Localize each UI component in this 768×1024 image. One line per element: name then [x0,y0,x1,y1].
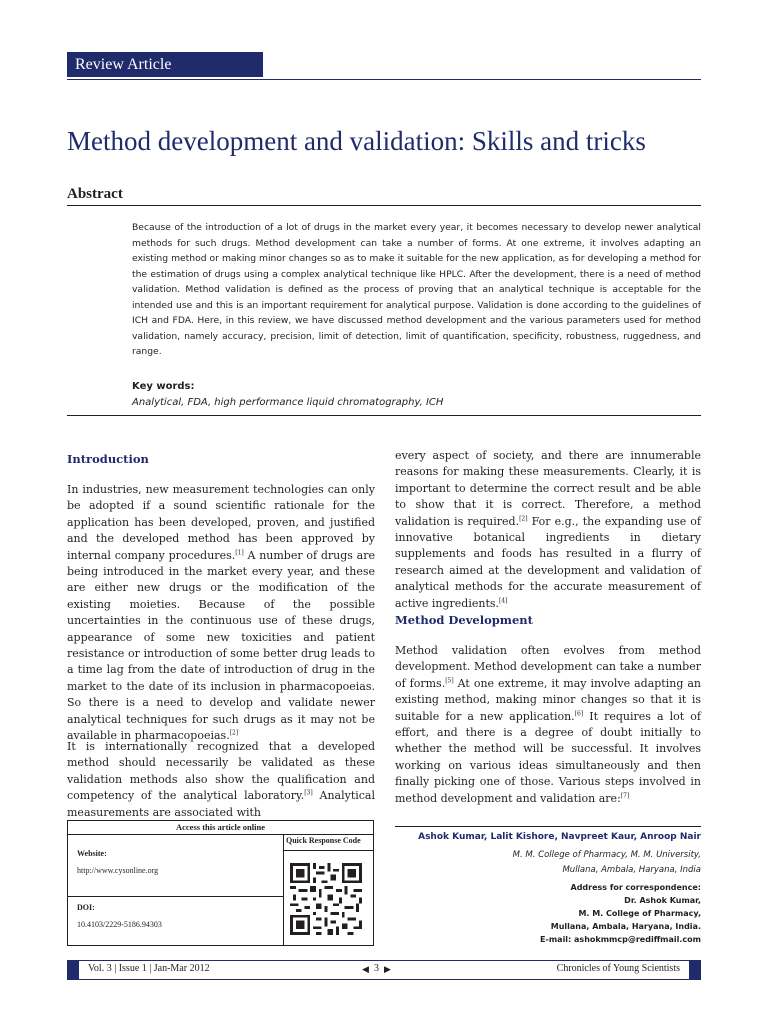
doi-label: DOI: [77,903,95,912]
citation-3[interactable]: [3] [304,789,313,797]
qr-label-rule [284,850,373,851]
affiliation-rule [395,826,701,827]
article-title: Method development and validation: Skills and tricks [67,126,646,156]
qr-code-icon[interactable] [290,862,362,936]
footer-left-block [67,960,79,980]
footer-journal: Chronicles of Young Scientists [556,963,680,974]
citation-2b[interactable]: [2] [519,514,528,522]
next-page-icon: ▶ [384,964,391,974]
header-rule [67,79,701,80]
website-link[interactable]: http://www.cysonline.org [77,866,159,875]
access-title: Access this article online [68,821,373,835]
citation-5[interactable]: [5] [445,677,454,685]
prev-page-icon: ◀ [362,964,369,974]
citation-4[interactable]: [4] [499,597,508,604]
abstract-rule [67,205,701,206]
author-list: Ashok Kumar, Lalit Kishore, Navpreet Kaur, Anroop Nair [418,832,701,842]
affiliation-line-2: Mullana, Ambala, Haryana, India [562,865,701,875]
doi-value[interactable]: 10.4103/2229-5186.94303 [77,920,162,929]
abstract-text: Because of the introduction of a lot of drugs in the market every year, it becomes necessary to develop newer analytical methods for such drugs. Method development can take a number of forms. At one extreme, it involves adapting an existing method or making minor changes so as to make it suitable for the new application, as for developing a method for the estimation of drugs using a complex analytical technique like HPLC. After the development, there is a need of method validation. Method validation is defined as the process of proving that an analytical technique is acceptable for the intended use and this is an important requirement for analytical purpose. Validation is done according to the guidelines of ICH and FDA. Here, in this review, we have discussed method development and the various parameters used for method validation, namely accuracy, precision, limit of detection, limit of quantification, specificity, robustness, ruggedness, and range. [132,222,701,357]
correspondence-label: Address for correspondence: [570,883,701,892]
access-row-divider [68,896,283,897]
intro-paragraph-2: It is internationally recognized that a developed method should necessarily be validated as these validation methods also show the qualification and competency of the analytical laboratory.[3] Analytical measurements are associated with [67,740,375,819]
introduction-heading: Introduction [67,452,149,466]
qr-label: Quick Response Code [286,836,361,845]
correspondence-location: Mullana, Ambala, Haryana, India. [550,922,701,931]
citation-6[interactable]: [6] [574,709,584,717]
correspondence-name: Dr. Ashok Kumar, [624,896,701,905]
citation-1[interactable]: [1] [235,548,244,556]
badge-edge [260,52,263,77]
page-number: 3 [374,963,379,974]
abstract-end-rule [67,415,701,416]
keywords-text: Analytical, FDA, high performance liquid chromatography, ICH [132,397,444,408]
intro-paragraph-3: every aspect of society, and there are innumerable reasons for making these measurements. Clearly, it is important to determine the correct result and be able to show that it is correct. Therefore, a method validation is required.[2] For e.g., the expanding use of innovative botanical ingredients in dietary supplements and foods has resulted in a flurry of research aimed at the development and validation of analytical methods for the accurate measurement of active ingredients.[4] [395,449,701,610]
intro-paragraph-1: In industries, new measurement technologies can only be adopted if a sound scientific rationale for the application has been developed, proven, and justified and the developed method has been approved by internal company procedures.[1] A number of drugs are being introduced in the market every year, and these are either new drugs or the modification of the existing moieties. Because of the possible uncertainties in the continuous use of these drugs, appearance of some new toxicities and patient resistance or introduction of some better drug leads to a time lag from the date of introduction of drug in the market to the date of its inclusion in pharmacopoeias. So there is a need to develop and validate newer analytical techniques for such drugs as it may not be available in pharmacopoeias.[2] [67,483,376,743]
keywords-label: Key words: [132,381,195,392]
method-development-heading: Method Development [395,613,533,627]
footer-volume: Vol. 3 | Issue 1 | Jan-Mar 2012 [88,963,210,974]
method-paragraph-1: Method validation often evolves from method development. Method development can take a number of forms.[5] At one extreme, it may involve adapting an existing method, making minor changes so that it is suitable for a new application.[6] It requires a lot of effort, and there is a degree of doubt initially to whether the method will be successful. It involves working on various ideas simultaneously and then finally picking one of those. Various steps involved in method development and validation are:[7] [395,644,701,805]
correspondence-institution: M. M. College of Pharmacy, [578,909,701,918]
citation-2[interactable]: [2] [229,729,239,737]
citation-7[interactable]: [7] [620,792,630,799]
website-label: Website: [77,849,107,858]
abstract-heading: Abstract [67,186,123,202]
article-type-badge: Review Article [67,52,260,77]
affiliation-line-1: M. M. College of Pharmacy, M. M. University, [512,850,701,860]
correspondence-email[interactable]: E-mail: ashokmmcp@rediffmail.com [540,935,701,944]
footer-right-block [689,960,701,980]
